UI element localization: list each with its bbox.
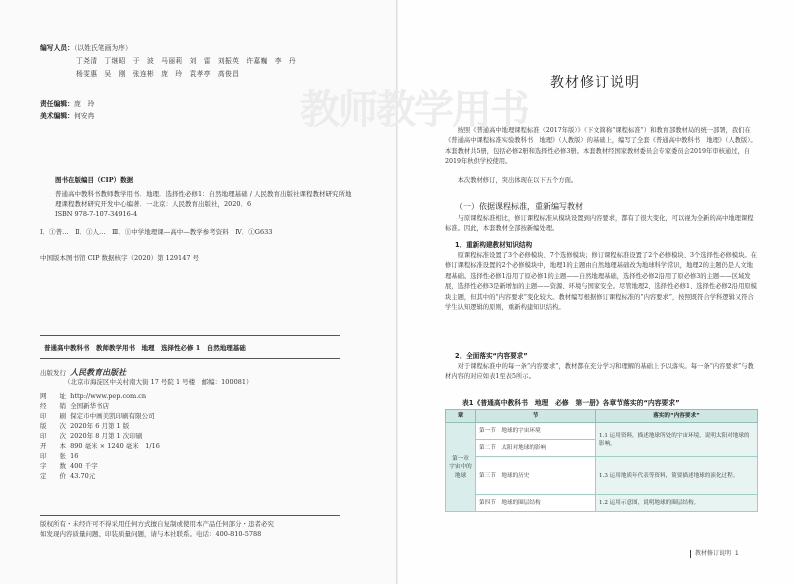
colophon-row: 网 址 http://www.pep.com.cn [40,392,147,400]
header-section: 节 [476,410,596,423]
colophon-row: 开 本 890 毫米 × 1240 毫米 1/16 [40,442,160,450]
requirements-table [445,409,758,512]
section-1-title: （一）依据课程标准，重新编写教材 [455,202,583,211]
copyright-line-1: 版权所有・未经许可不得采用任何方式擅自复制或使用本产品任何部分・违者必究 [40,520,274,528]
chapter-cell: 第一章 宇宙中的地球 [446,423,476,512]
page-title: 教材修订说明 [550,75,640,91]
footer-bar [690,550,691,558]
requirement-cell: 1.1 运用资料，描述地球所处的宇宙环境，说明太阳对地球的影响。 [596,423,758,457]
responsible-editor [40,98,94,108]
colophon-row: 印 张 16 [40,452,79,460]
publisher-line [40,367,126,379]
divider-mid [40,358,340,359]
colophon-row: 印 刷 保定市中画美凯印刷有限公司 [40,412,155,420]
colophon-row: 版 次 2020年 6 月第 1 版 [40,422,130,430]
colophon-row: 字 数 400 千字 [40,462,98,470]
editors-row-1: 丁尧清 丁继昭 于 波 马丽莉 刘 雷 刘振英 许嘉巍 李 丹 [76,57,297,65]
art-editor-label: 美术编辑： [40,112,74,120]
editors-row-2: 杨雯惠 吴 刚 张连彬 庞 玲 袁孝亭 高俊昌 [76,70,240,78]
table-row [446,495,758,512]
editors-label: 编写人员： [40,44,74,52]
table-header-row [446,410,758,423]
cip-title: 图书在版编目（CIP）数据 [55,176,134,184]
section-cell: 第四节 地球的圈层结构 [476,495,596,512]
header-chapter: 章 [446,410,476,423]
editors-line [40,42,132,52]
requirement-cell: 1.2 运用示意图，说明地球的圈层结构。 [596,495,758,512]
table-row [446,457,758,495]
cip-line-3: ISBN 978-7-107-34916-4 [55,210,138,218]
subsection-1-paragraph: 原课程标准设置了3个必修模块、7个选修模块；修订课程标准设置了2个必修模块、3个选择性必修模块。在修订课程标准设置的2个必修模块中，地理1的主题由自然地理基础改为地球科学常识，地理2的主题仍是人文地理基础。选择性必修1沿用了原必修1的主题——自然地理基础，选择性必修2沿用了原必修3的主题——区域发展，选择性必修3是新增加的主题——资源、环境与国家安全。尽管地理2、选择性必修1、选择性必修2沿用原模块主题，但其中的“内容要求”变化较大。教材编写根据修订课程标准的“内容要求”，按照既符合学科逻辑又符合学生认知逻辑的原则，重新构建知识结构。 [445,252,757,311]
cip-number: 中国版本图书馆 CIP 数据核字（2020）第 129147 号 [40,254,200,262]
editors-note: （以姓氏笔画为序） [73,44,132,52]
section-cell: 第二节 太阳对地球的影响 [476,440,596,457]
art-editor [40,110,94,120]
colophon-row: 经 销 全国新华书店 [40,402,110,410]
subsection-2-title: 2．全面落实“内容要求” [455,352,528,360]
requirement-cell: 1.3 运用地质年代表等资料，简要描述地球的演化过程。 [596,457,758,495]
colophon-row: 印 次 2020年 8 月第 1 次印刷 [40,432,143,440]
publisher-label: 出版发行 [40,369,66,377]
intro-paragraph-1: 按照《普通高中地理课程标准（2017年版）》（下文简称“课程标准”）和教育部教材局的统一部署，我们在《普通高中课程标准实验教科书 地理》（人教版）的基础上，编写了全套《普通高中教科书 地理》（人教版）。本套教材共5册，包括必修2册和选择性必修3册。本套教材经国家教材委员会专家委员会2019年审核通过，自2019年秋供学校使用。 [445,127,757,166]
subsection-2-paragraph: 对于课程标准中的每一条“内容要求”，教材都在充分学习和理解的基础上予以落实。每一条“内容要求”与教材内容的对应如表1至表5所示。 [445,363,754,381]
copyright-line-2: 如发现内容质量问题、印装质量问题，请与本社联系。电话：400-810-5788 [40,530,262,538]
section-cell: 第三节 地球的历史 [476,457,596,495]
header-requirement: 落实的“内容要求” [596,410,758,423]
book-title: 普通高中教科书 教师教学用书 地理 选择性必修 1 自然地理基础 [44,344,246,352]
watermark-text: 教师教学用书 [300,87,528,133]
page-number: 1 [734,550,739,557]
cip-class: Ⅰ．①普… Ⅱ．①人… Ⅲ．①中学地理课—高中—教学参考资料 Ⅳ．①G633 [40,228,273,236]
table-row [446,423,758,440]
page-footer [690,548,739,558]
publisher-name: 人民教育出版社 [70,367,127,377]
section-cell: 第一节 地球的宇宙环境 [476,423,596,440]
divider-top [40,335,340,336]
publisher-address: （北京市海淀区中关村南大街 17 号院 1 号楼 邮编：100081） [64,378,253,386]
art-editor-name: 何安冉 [73,112,95,120]
resp-editor-label: 责任编辑： [40,100,74,108]
intro-paragraph-2: 本次教材修订，突出体现在以下五个方面。 [457,177,578,184]
cip-line-2: 理课程教材研究开发中心编著．一北京：人民教育出版社，2020．6 [55,200,252,208]
divider-bottom [40,515,340,516]
colophon-row: 定 价 43.70元 [40,472,96,480]
cip-line-1: 普通高中教科书教师教学用书．地理．选择性必修1：自然地理基础 / 人民教育出版社课程教材研究所地 [55,190,352,198]
subsection-1-title: 1．重新构建教材知识结构 [455,241,533,249]
section-1-paragraph: 与原课程标准相比，修订课程标准从模块设置到内容要求，都有了很大变化，可以视为全新的高中地理课程标准。因此，本套教材全部按新编处理。 [445,215,754,233]
table-caption: 表1《普通高中教科书 地理 必修 第一册》各章节落实的“内容要求” [462,399,680,407]
footer-label: 教材修订说明 [695,550,732,557]
resp-editor-name: 庞 玲 [73,100,95,108]
